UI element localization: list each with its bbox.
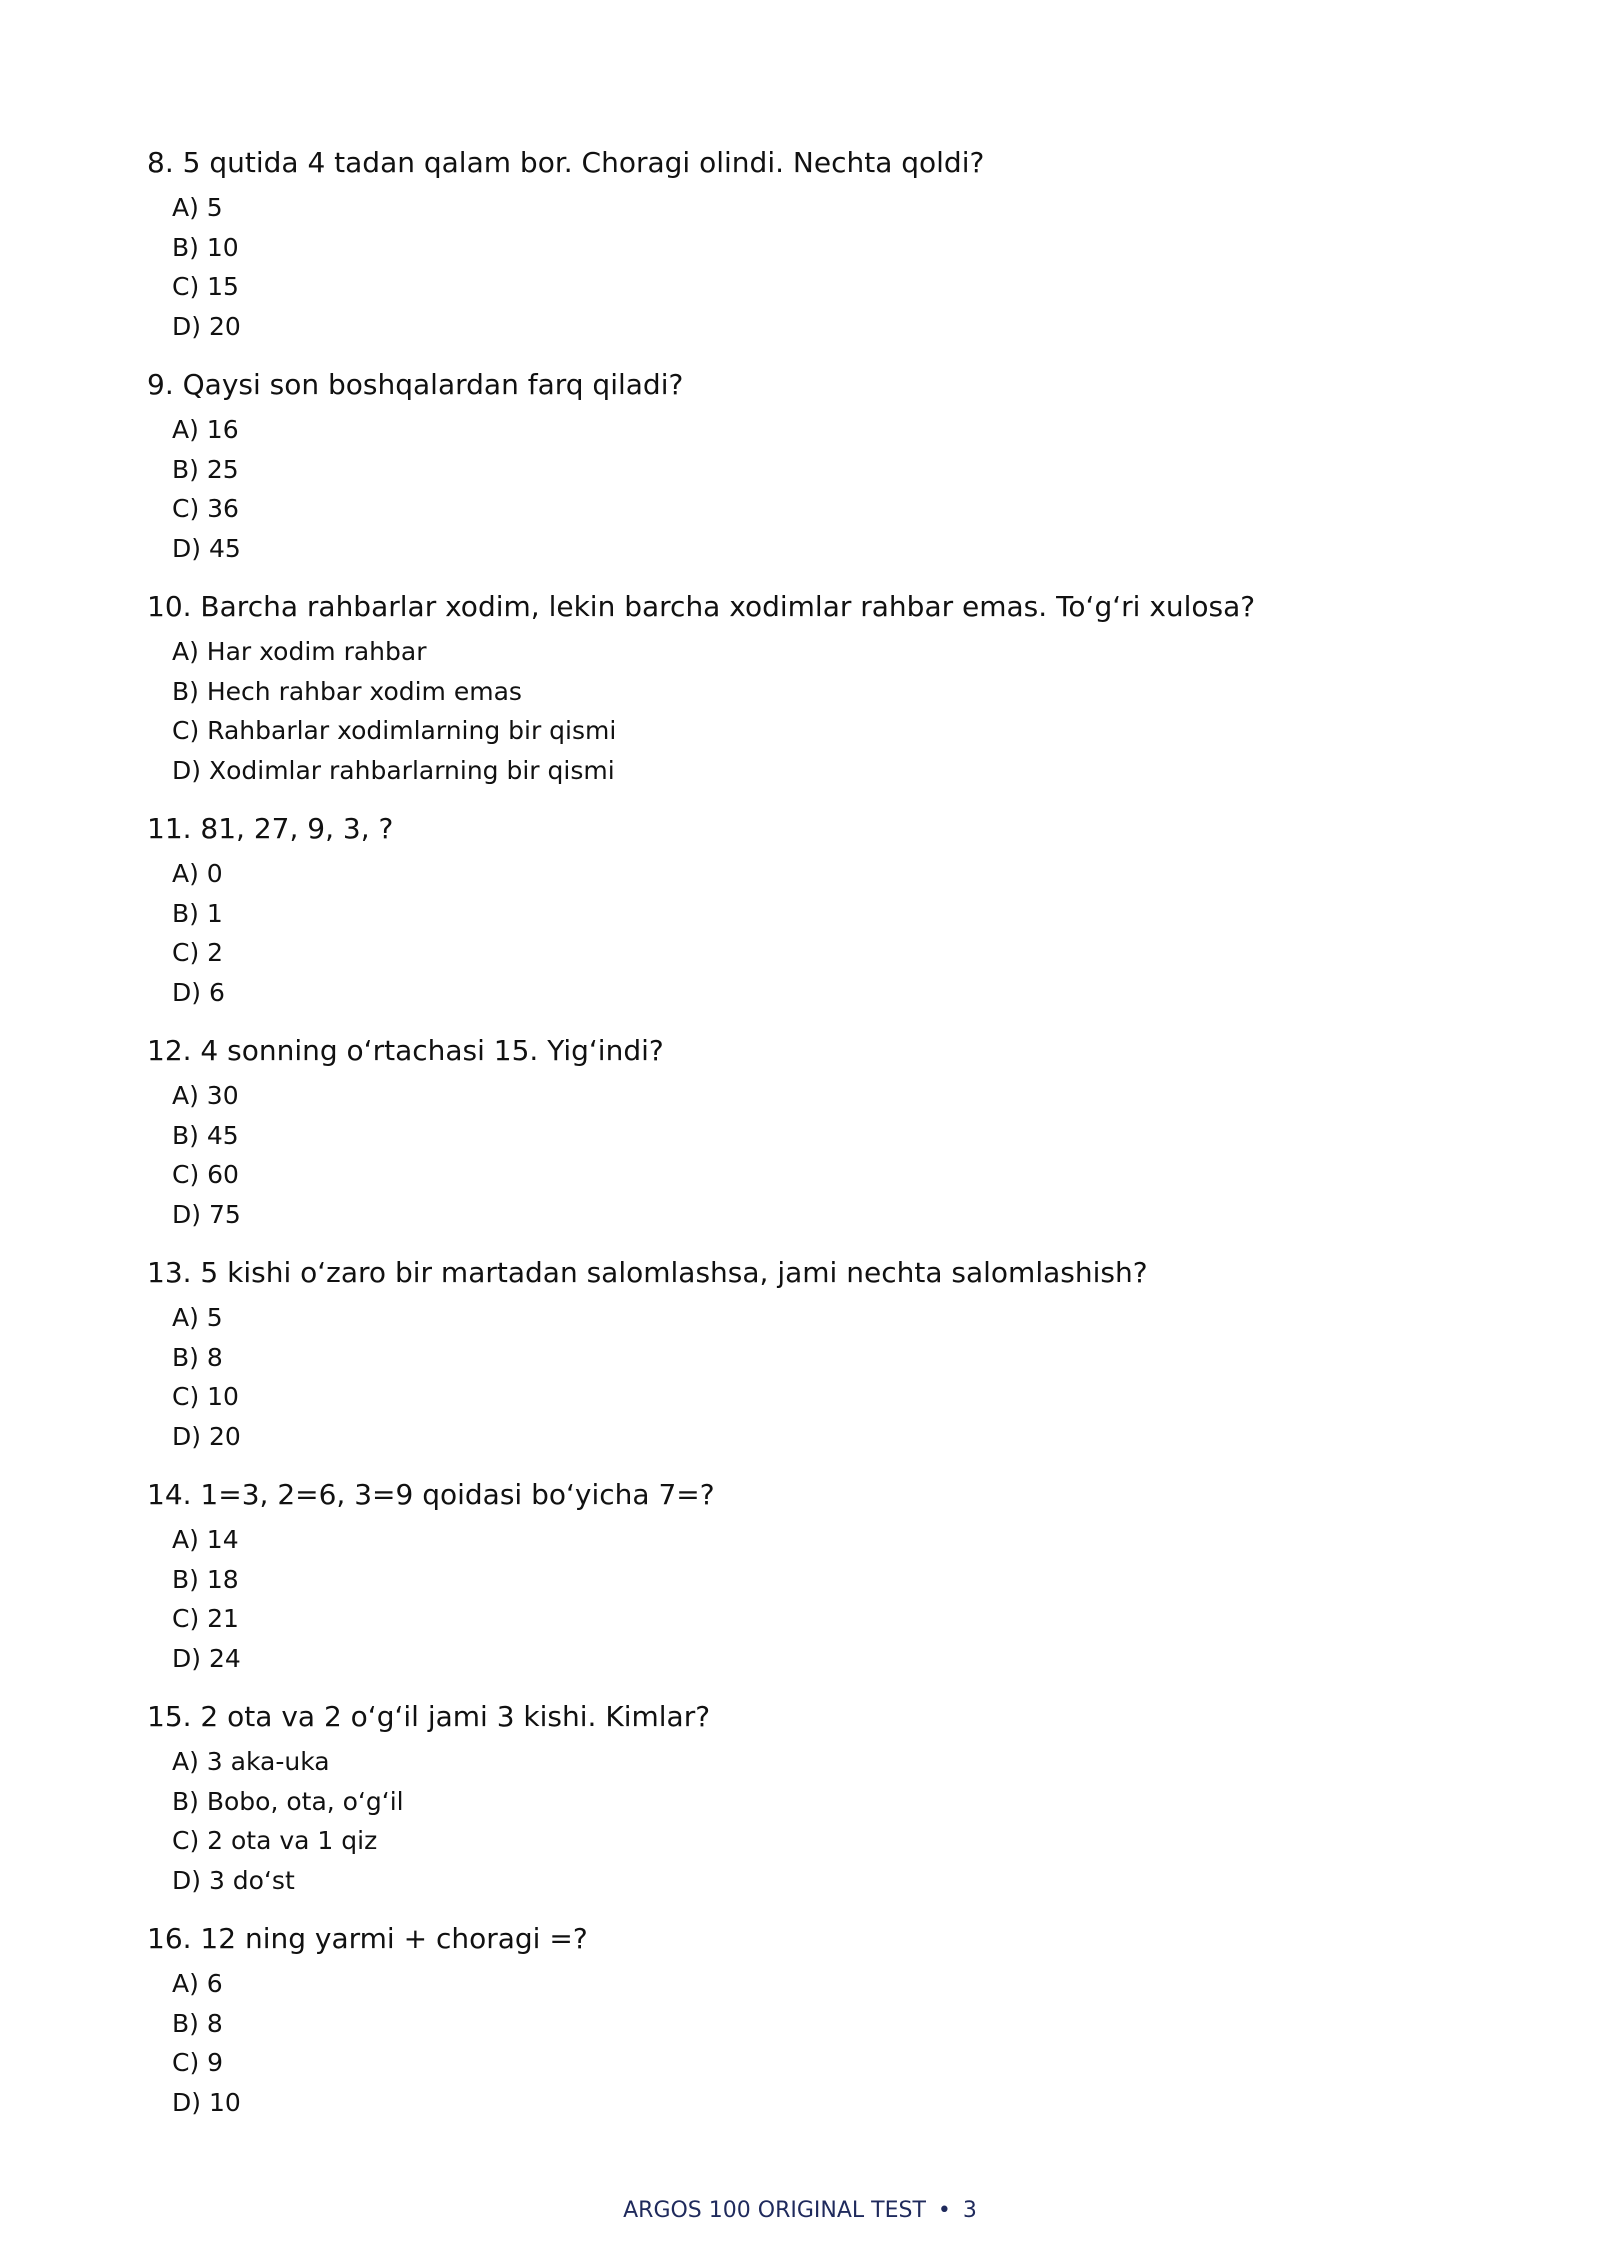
question-text: 11. 81, 27, 9, 3, ? [147, 812, 394, 845]
option-b: B) 1 [172, 898, 223, 928]
option-b: B) 8 [172, 1342, 223, 1372]
question-text: 12. 4 sonning o‘rtachasi 15. Yig‘indi? [147, 1034, 664, 1067]
option-a: A) Har xodim rahbar [172, 637, 427, 666]
footer-title: ARGOS 100 ORIGINAL TEST [623, 2198, 926, 2223]
question-text: 10. Barcha rahbarlar xodim, lekin barcha xodimlar rahbar emas. To‘g‘ri xulosa? [147, 590, 1256, 623]
question-12 [147, 1031, 1467, 1253]
answer-options [147, 1298, 1467, 1456]
option-a: A) 6 [172, 1969, 223, 1998]
option-c: C) 2 ota va 1 qiz [172, 1826, 378, 1855]
question-11 [147, 809, 1467, 1031]
option-c: C) 60 [172, 1160, 239, 1189]
option-d: D) 10 [172, 2087, 241, 2117]
answer-options [147, 632, 1467, 790]
question-13 [147, 1253, 1467, 1475]
answer-options [147, 1520, 1467, 1678]
question-8 [147, 143, 1467, 365]
option-b: B) 8 [172, 2008, 223, 2038]
answer-options [147, 1964, 1467, 2122]
answer-options [147, 854, 1467, 1012]
option-d: D) 3 do‘st [172, 1865, 295, 1895]
option-a: A) 5 [172, 1303, 223, 1332]
option-b: B) 18 [172, 1564, 239, 1594]
option-b: B) 10 [172, 232, 239, 262]
question-14 [147, 1475, 1467, 1697]
option-b: B) 45 [172, 1120, 239, 1150]
option-a: A) 30 [172, 1081, 239, 1110]
question-text: 9. Qaysi son boshqalardan farq qiladi? [147, 368, 684, 401]
option-c: C) 10 [172, 1382, 239, 1411]
question-list [147, 143, 1467, 2141]
question-16 [147, 1919, 1467, 2141]
option-b: B) 25 [172, 454, 239, 484]
question-10 [147, 587, 1467, 809]
option-a: A) 0 [172, 859, 223, 888]
page-footer [0, 2196, 1600, 2226]
option-a: A) 5 [172, 193, 223, 222]
option-c: C) 9 [172, 2048, 224, 2077]
option-d: D) 24 [172, 1643, 241, 1673]
option-a: A) 14 [172, 1525, 239, 1554]
option-d: D) 20 [172, 311, 241, 341]
page-number: 3 [962, 2198, 977, 2223]
answer-options [147, 1742, 1467, 1900]
question-15 [147, 1697, 1467, 1919]
option-c: C) Rahbarlar xodimlarning bir qismi [172, 716, 617, 745]
question-text: 16. 12 ning yarmi + choragi =? [147, 1922, 588, 1955]
option-c: C) 15 [172, 272, 239, 301]
question-9 [147, 365, 1467, 587]
question-text: 14. 1=3, 2=6, 3=9 qoidasi bo‘yicha 7=? [147, 1478, 715, 1511]
option-c: C) 36 [172, 494, 239, 523]
option-b: B) Bobo, ota, o‘g‘il [172, 1786, 404, 1816]
option-b: B) Hech rahbar xodim emas [172, 676, 522, 706]
option-d: D) 6 [172, 977, 225, 1007]
option-d: D) 20 [172, 1421, 241, 1451]
answer-options [147, 1076, 1467, 1234]
option-c: C) 2 [172, 938, 224, 967]
question-text: 13. 5 kishi o‘zaro bir martadan salomlashsa, jami nechta salomlashish? [147, 1256, 1148, 1289]
option-d: D) 75 [172, 1199, 241, 1229]
option-c: C) 21 [172, 1604, 239, 1633]
footer-separator: • [937, 2198, 951, 2223]
option-a: A) 16 [172, 415, 239, 444]
answer-options [147, 410, 1467, 568]
option-a: A) 3 aka-uka [172, 1747, 330, 1776]
option-d: D) 45 [172, 533, 241, 563]
option-d: D) Xodimlar rahbarlarning bir qismi [172, 755, 615, 785]
answer-options [147, 188, 1467, 346]
question-text: 15. 2 ota va 2 o‘g‘il jami 3 kishi. Kimlar? [147, 1700, 711, 1733]
question-text: 8. 5 qutida 4 tadan qalam bor. Choragi olindi. Nechta qoldi? [147, 146, 985, 179]
